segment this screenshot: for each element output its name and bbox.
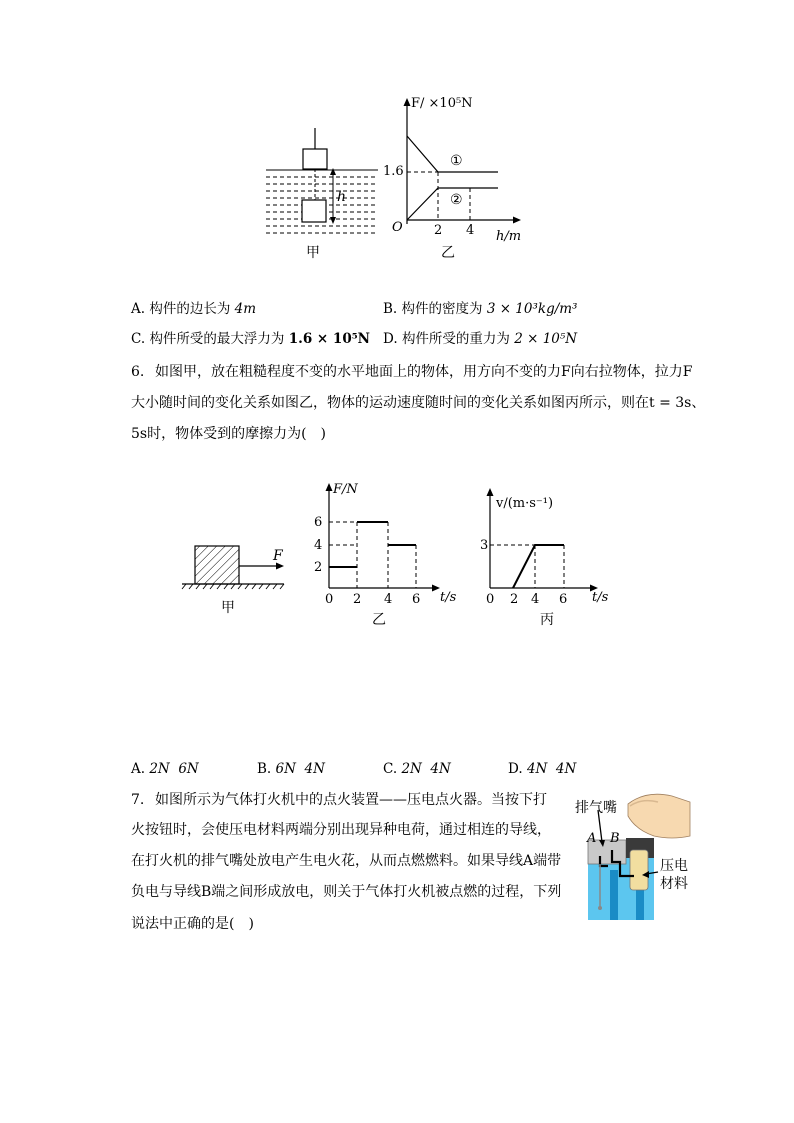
q5-option-b[interactable] xyxy=(383,299,577,319)
q5-yi-x-axis-label: h/m xyxy=(496,229,522,244)
q6-bing-x-tick-2: 2 xyxy=(510,592,519,607)
q6-option-a-math: 2N 6N xyxy=(149,761,199,777)
q7-stem-line-2: 火按钮时，会使压电材料两端分别出现异种电荷，通过相连的导线， xyxy=(131,822,551,838)
q6-option-c-letter: C. xyxy=(383,761,398,777)
q5-option-c-letter: C. xyxy=(131,331,146,347)
q6-bing-x-axis-label: t/s xyxy=(592,590,609,605)
q5-yi-y-axis-label: F/ ×10⁵N xyxy=(411,96,473,111)
q5-option-c[interactable] xyxy=(131,329,370,349)
q6-yi-x-tick-4: 4 xyxy=(384,592,393,607)
q5-option-b-letter: B. xyxy=(383,301,398,317)
q6-stem-line-2: 大小随时间的变化关系如图乙，物体的运动速度随时间的变化关系如图丙所示，则在t = 3s、 xyxy=(131,395,706,411)
q5-yi-curve-1-label: ① xyxy=(450,153,463,169)
q5-yi-y-tick: 1.6 xyxy=(383,164,404,179)
q6-option-d[interactable] xyxy=(508,759,576,779)
q6-option-b[interactable] xyxy=(257,759,325,779)
q6-option-a[interactable] xyxy=(131,759,199,779)
q5-option-a-text: 构件的边长为 xyxy=(149,301,235,317)
q5-figure-jia-label: 甲 xyxy=(306,245,320,261)
q5-yi-x-tick-2: 2 xyxy=(434,223,443,238)
q6-option-b-letter: B. xyxy=(257,761,272,777)
q7-material-label-2: 材料 xyxy=(660,876,688,892)
q6-figure-jia-label: 甲 xyxy=(221,600,235,616)
q7-stem-line-3: 在打火机的排气嘴处放电产生电火花，从而点燃燃料。如果导线A端带 xyxy=(131,853,562,869)
q6-yi-x-tick-2: 2 xyxy=(353,592,362,607)
q5-figure-yi-label: 乙 xyxy=(441,245,455,261)
q6-bing-y-tick-3: 3 xyxy=(480,538,489,553)
q6-force-label: F xyxy=(273,548,283,564)
q6-bing-y-axis-text: v/(m·s⁻¹) xyxy=(496,496,554,511)
q6-bing-y-axis-label xyxy=(496,494,553,514)
q7-stem-line-5: 说法中正确的是( ) xyxy=(131,916,254,932)
q6-option-c-math: 2N 4N xyxy=(401,761,451,777)
q7-b-label: B xyxy=(610,831,620,846)
q5-h-label: h xyxy=(337,189,347,205)
q6-yi-y-tick-6: 6 xyxy=(314,515,323,530)
q6-bing-x-tick-4: 4 xyxy=(531,592,540,607)
q5-yi-origin: O xyxy=(392,220,403,235)
q6-option-c[interactable] xyxy=(383,759,451,779)
q5-option-b-math: 3 × 10³kg/m³ xyxy=(486,301,578,317)
q7-stem-line-1: 如图所示为气体打火机中的点火装置——压电点火器。当按下打 xyxy=(155,792,547,808)
q7-number: 7. xyxy=(131,792,145,808)
q6-stem-line-3: 5s时，物体受到的摩擦力为( ) xyxy=(131,426,327,442)
q6-yi-y-tick-4: 4 xyxy=(314,538,323,553)
q5-option-a-letter: A. xyxy=(131,301,146,317)
q5-option-c-math: 1.6 × 10⁵N xyxy=(288,331,370,347)
q7-stem-line-4: 负电与导线B端之间形成放电，则关于气体打火机被点燃的过程，下列 xyxy=(131,884,562,900)
q7-a-label: A xyxy=(587,831,597,846)
q6-figure-bing-label: 丙 xyxy=(540,612,554,628)
q5-option-d-letter: D. xyxy=(383,331,398,347)
q7-exhaust-label: 排气嘴 xyxy=(575,800,617,816)
q6-yi-x-tick-0: 0 xyxy=(325,592,334,607)
q5-option-d-math: 2 × 10⁵N xyxy=(514,331,578,347)
q6-yi-y-tick-2: 2 xyxy=(314,560,323,575)
q6-yi-y-axis-label: F/N xyxy=(333,482,358,497)
q5-option-c-text: 构件所受的最大浮力为 xyxy=(149,331,289,347)
q6-option-d-math: 4N 4N xyxy=(526,761,577,777)
q6-number: 6. xyxy=(131,364,145,380)
q6-bing-x-tick-0: 0 xyxy=(486,592,495,607)
q5-option-a-math: 4m xyxy=(234,301,257,317)
q5-yi-x-tick-4: 4 xyxy=(466,223,475,238)
q5-option-d[interactable] xyxy=(383,329,577,349)
q6-figure-yi-label: 乙 xyxy=(372,612,386,628)
q7-material-label-1: 压电 xyxy=(660,858,688,874)
q5-figure-jia xyxy=(262,122,387,262)
q6-option-b-math: 6N 4N xyxy=(275,761,325,777)
q6-bing-x-tick-6: 6 xyxy=(559,592,568,607)
q5-option-b-text: 构件的密度为 xyxy=(401,301,487,317)
q6-yi-x-axis-label: t/s xyxy=(440,590,457,605)
q5-option-a[interactable] xyxy=(131,299,256,319)
q6-yi-x-tick-6: 6 xyxy=(412,592,421,607)
q5-yi-curve-2-label: ② xyxy=(450,192,463,208)
q5-option-d-text: 构件所受的重力为 xyxy=(401,331,515,347)
q6-option-a-letter: A. xyxy=(131,761,146,777)
q6-stem-line-1: 如图甲，放在粗糙程度不变的水平地面上的物体，用方向不变的力F向右拉物体，拉力F xyxy=(155,364,693,380)
q6-option-d-letter: D. xyxy=(508,761,523,777)
